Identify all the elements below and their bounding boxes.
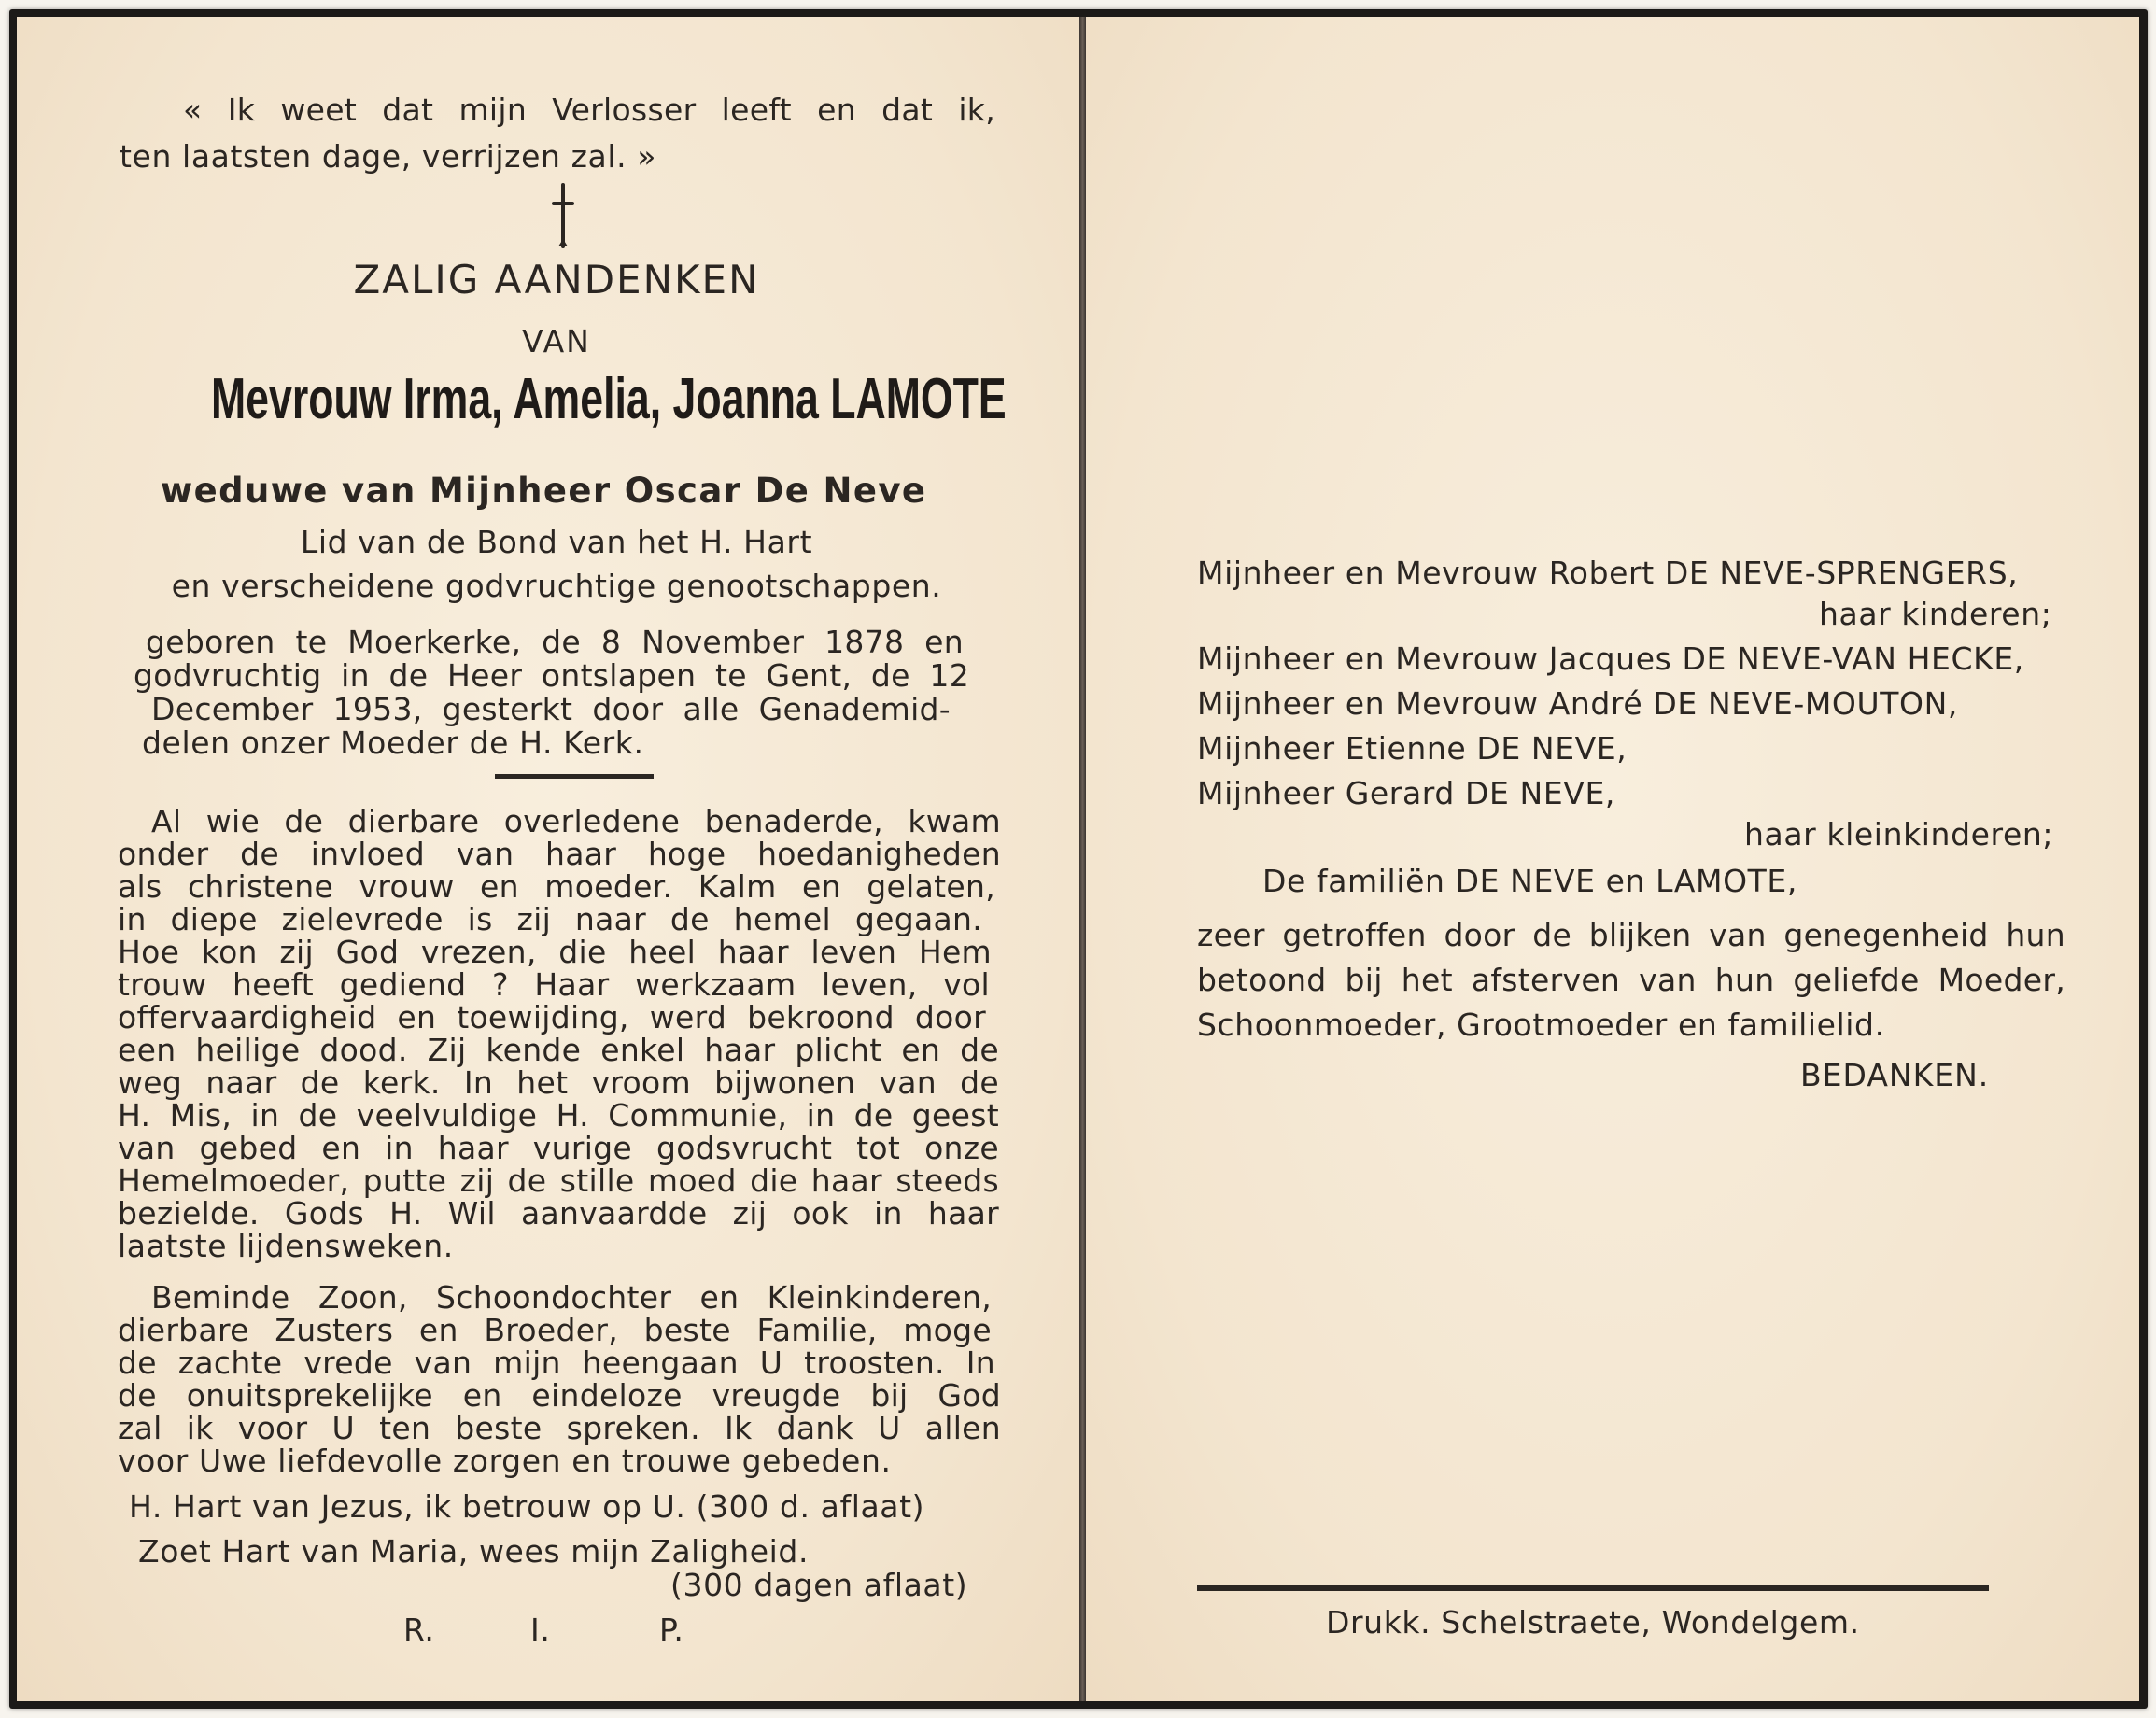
farewell-line: de zachte vrede van mijn heengaan U troosten. In <box>118 1345 995 1381</box>
rip-r: R. <box>403 1612 435 1648</box>
bio-line: onder de invloed van haar hoge hoedanigheden <box>118 836 1001 872</box>
birth-line: godvruchtig in de Heer ontslapen te Gent, de 12 <box>134 657 969 694</box>
bio-line: van gebed en in haar vurige godsvrucht tot onze <box>118 1130 999 1166</box>
cross-icon <box>551 183 575 248</box>
printer-divider <box>1197 1585 1989 1591</box>
bio-line: in diepe zielevrede is zij naar de hemel gegaan. <box>118 901 982 937</box>
rip-p: P. <box>659 1612 684 1648</box>
family-line: Mijnheer en Mevrouw Robert DE NEVE-SPRENGERS, <box>1197 555 2019 591</box>
rip-i: I. <box>530 1612 551 1648</box>
birth-line: delen onzer Moeder de H. Kerk. <box>142 725 644 761</box>
thanks-line: betoond bij het afsterven van hun geliefde Moeder, <box>1197 962 2065 998</box>
bio-line: bezielde. Gods H. Wil aanvaardde zij ook in haar <box>118 1195 999 1232</box>
bio-line: laatste lijdensweken. <box>118 1228 454 1264</box>
bio-line: Hoe kon zij God vrezen, die heel haar leven Hem <box>118 934 992 970</box>
bio-line: Hemelmoeder, putte zij de stille moed die haar steeds <box>118 1162 999 1199</box>
birth-line: geboren te Moerkerke, de 8 November 1878 en <box>146 624 964 660</box>
divider-line <box>495 774 654 779</box>
bio-line: weg naar de kerk. In het vroom bijwonen van de <box>118 1064 999 1101</box>
printer-credit: Drukk. Schelstraete, Wondelgem. <box>1326 1604 1860 1641</box>
quote-line-1: « Ik weet dat mijn Verlosser leeft en dat ik, <box>183 92 995 128</box>
birth-line: December 1953, gesterkt door alle Genademid- <box>151 691 951 727</box>
thanks-line: zeer getroffen door de blijken van genegenheid hun <box>1197 917 2065 953</box>
prayer-line-2: Zoet Hart van Maria, wees mijn Zaligheid. <box>138 1533 810 1570</box>
bedanken-label: BEDANKEN. <box>1800 1057 1990 1093</box>
prayer-indulgence: (300 dagen aflaat) <box>670 1567 968 1603</box>
quote-line-2: ten laatsten dage, verrijzen zal. » <box>120 138 657 175</box>
family-line: Mijnheer Gerard DE NEVE, <box>1197 775 1615 811</box>
card-fold <box>1079 17 1086 1701</box>
children-label: haar kinderen; <box>1819 596 2052 632</box>
families-line: De familiën DE NEVE en LAMOTE, <box>1262 863 1797 899</box>
grandchildren-label: haar kleinkinderen; <box>1744 816 2054 852</box>
bio-line: een heilige dood. Zij kende enkel haar plicht en de <box>118 1032 999 1068</box>
bio-line: offervaardigheid en toewijding, werd bekroond door <box>118 999 986 1035</box>
membership-line-2: en verscheidene godvruchtige genootschappen. <box>171 568 942 604</box>
deceased-name: Mevrouw Irma, Amelia, Joanna LAMOTE <box>211 367 1007 431</box>
right-page <box>1086 17 2139 1701</box>
farewell-line: Beminde Zoon, Schoondochter en Kleinkinderen, <box>151 1279 992 1316</box>
farewell-line: de onuitsprekelijke en eindeloze vreugde bij God <box>118 1377 1001 1414</box>
bio-line: als christene vrouw en moeder. Kalm en gelaten, <box>118 868 995 905</box>
heading-van: VAN <box>522 323 591 359</box>
farewell-line: dierbare Zusters en Broeder, beste Familie, moge <box>118 1312 992 1348</box>
thanks-line: Schoonmoeder, Grootmoeder en familielid. <box>1197 1007 1885 1043</box>
farewell-line: voor Uwe liefdevolle zorgen en trouwe gebeden. <box>118 1443 892 1479</box>
widow-line: weduwe van Mijnheer Oscar De Neve <box>161 471 927 511</box>
membership-line-1: Lid van de Bond van het H. Hart <box>300 524 813 560</box>
bio-line: H. Mis, in de veelvuldige H. Communie, in de geest <box>118 1097 999 1134</box>
farewell-line: zal ik voor U ten beste spreken. Ik dank U allen <box>118 1410 1001 1446</box>
heading-zalig-aandenken: ZALIG AANDENKEN <box>353 257 760 303</box>
family-line: Mijnheer en Mevrouw Jacques DE NEVE-VAN HECKE, <box>1197 641 2024 677</box>
family-line: Mijnheer Etienne DE NEVE, <box>1197 730 1628 767</box>
bio-line: trouw heeft gediend ? Haar werkzaam leven, vol <box>118 966 990 1003</box>
prayer-line-1: H. Hart van Jezus, ik betrouw op U. (300 d. aflaat) <box>129 1488 925 1525</box>
family-line: Mijnheer en Mevrouw André DE NEVE-MOUTON, <box>1197 685 1958 722</box>
bio-line: Al wie de dierbare overledene benaderde, kwam <box>151 803 1001 839</box>
